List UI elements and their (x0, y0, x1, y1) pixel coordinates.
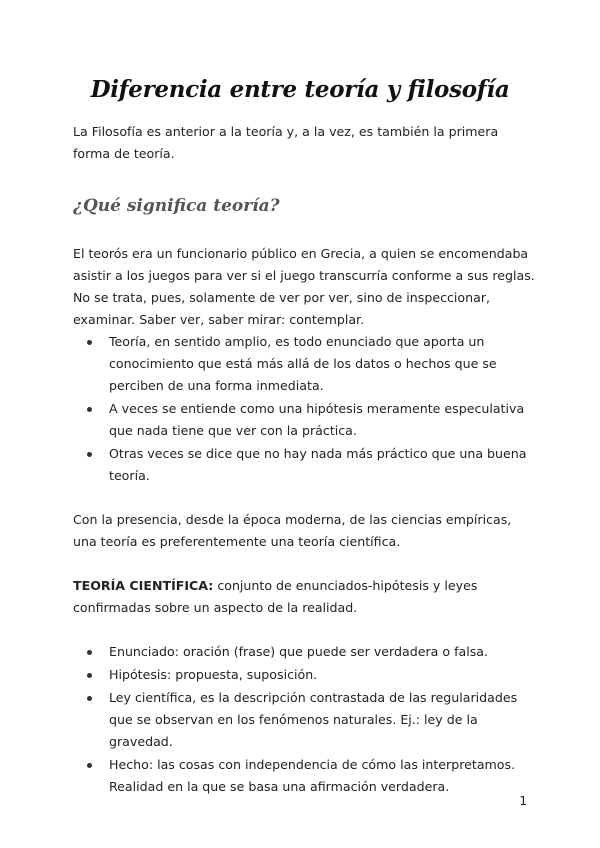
bullet-icon (87, 696, 92, 701)
definition-paragraph (73, 575, 535, 619)
list-item: Hecho: las cosas con independencia de cómo las interpretamos. Realidad en la que se basa una afirmación verdadera. (73, 754, 535, 798)
definition-term: TEORÍA CIENTÍFICA: (73, 578, 214, 593)
bullet-icon (87, 407, 92, 412)
theory-bullet-list (73, 331, 535, 488)
section-heading: ¿Qué significa teoría? (73, 196, 280, 216)
list-item: Teoría, en sentido amplio, es todo enunciado que aporta un conocimiento que está más allá de los datos o hechos que se perciben de una forma inmediata. (73, 331, 535, 397)
paragraph-empirical-sciences: Con la presencia, desde la época moderna, de las ciencias empíricas, una teoría es preferentemente una teoría científica. (73, 512, 512, 549)
bullet-icon (87, 673, 92, 678)
bullet-icon (87, 452, 92, 457)
page-title: Diferencia entre teoría y filosofía (90, 76, 510, 103)
list-item: Ley científica, es la descripción contrastada de las regularidades que se observan en los fenómenos naturales. Ej.: ley de la gravedad. (73, 687, 535, 753)
list-item: Enunciado: oración (frase) que puede ser verdadera o falsa. (73, 641, 535, 663)
intro-paragraph: La Filosofía es anterior a la teoría y, a la vez, es también la primera forma de teoría. (73, 124, 499, 161)
bullet-icon (87, 650, 92, 655)
list-item: A veces se entiende como una hipótesis meramente especulativa que nada tiene que ver con la práctica. (73, 398, 535, 442)
list-item: Hipótesis: propuesta, suposición. (73, 664, 535, 686)
paragraph-teoros: El teorós era un funcionario público en Grecia, a quien se encomendaba asistir a los juegos para ver si el juego transcurría conforme a sus reglas. No se trata, pues, solamente de ver por ver, sino de inspeccionar, examinar. Saber ver, saber mirar: contemplar. (73, 246, 535, 327)
bullet-icon (87, 763, 92, 768)
definition-text: conjunto de enunciados-hipótesis y leyes confirmadas sobre un aspecto de la realidad. (73, 578, 478, 615)
list-item: Otras veces se dice que no hay nada más práctico que una buena teoría. (73, 443, 535, 487)
page-number: 1 (519, 794, 527, 808)
bullet-icon (87, 340, 92, 345)
definitions-bullet-list (73, 641, 535, 799)
